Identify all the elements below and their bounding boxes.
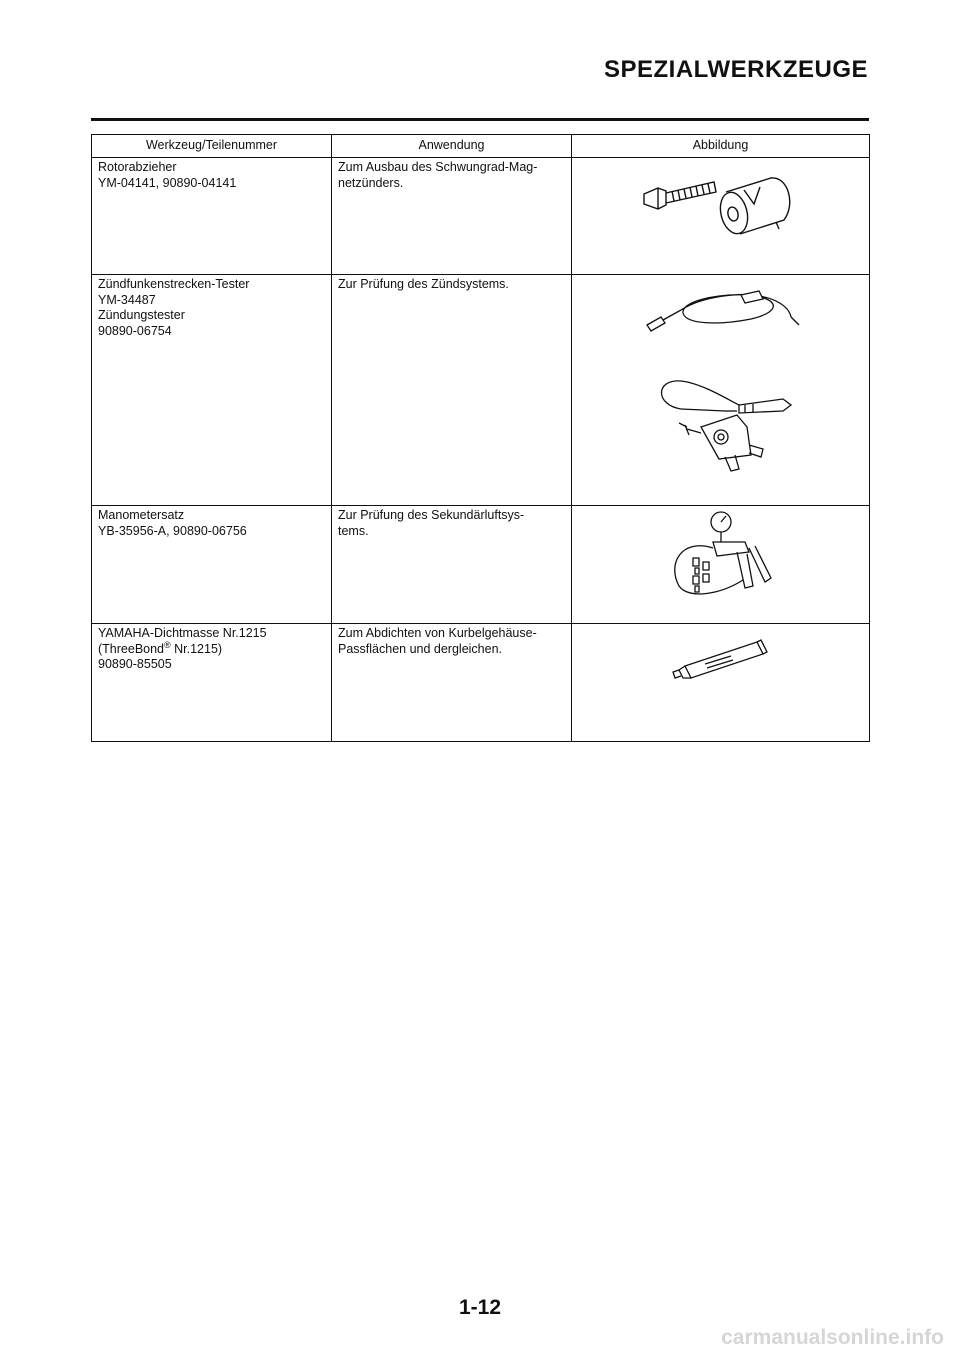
page-number: 1-12 bbox=[458, 1296, 502, 1319]
title-rule bbox=[91, 118, 869, 121]
tool-name: Manometersatz bbox=[98, 508, 185, 522]
table-row bbox=[92, 275, 870, 506]
tool-name: YAMAHA-Dichtmasse Nr.1215 bbox=[98, 626, 267, 640]
table-header-row bbox=[92, 135, 870, 158]
rotor-puller-icon bbox=[636, 160, 806, 240]
use-text: netzünders. bbox=[338, 175, 404, 190]
column-header-tool: Werkzeug/Teilenummer bbox=[92, 135, 332, 158]
tool-brand-line bbox=[98, 639, 325, 658]
part-number: YM-04141, 90890-04141 bbox=[98, 175, 237, 190]
sealant-tube-icon bbox=[671, 626, 771, 686]
illustration-cell bbox=[572, 158, 870, 275]
part-number: YM-34487 bbox=[98, 292, 156, 307]
tool-name: Zündfunkenstrecken-Tester bbox=[98, 277, 250, 291]
tool-cell bbox=[92, 624, 332, 742]
use-text: Zur Prüfung des Sekundärluftsys- bbox=[338, 508, 525, 522]
illustration-cell bbox=[572, 506, 870, 624]
use-text: tems. bbox=[338, 523, 369, 538]
column-header-use: Anwendung bbox=[332, 135, 572, 158]
part-number: YB-35956-A, 90890-06756 bbox=[98, 523, 247, 538]
table-row bbox=[92, 506, 870, 624]
part-number: 90890-85505 bbox=[98, 657, 172, 672]
use-cell bbox=[332, 275, 572, 506]
use-text: Zur Prüfung des Zündsystems. bbox=[338, 277, 509, 291]
part-number: 90890-06754 bbox=[98, 323, 172, 338]
special-tools-table bbox=[91, 134, 870, 742]
brand-number-text: Nr.1215) bbox=[170, 641, 223, 656]
page-title: SPEZIALWERKZEUGE bbox=[603, 56, 868, 83]
use-text: Zum Ausbau des Schwungrad-Mag- bbox=[338, 160, 538, 174]
tool-cell bbox=[92, 506, 332, 624]
tool-cell bbox=[92, 275, 332, 506]
illustration-cell bbox=[572, 624, 870, 742]
table-row bbox=[92, 624, 870, 742]
use-cell bbox=[332, 158, 572, 275]
registered-mark: ® bbox=[164, 639, 171, 650]
column-header-illustration: Abbildung bbox=[572, 135, 870, 158]
table-row bbox=[92, 158, 870, 275]
watermark: carmanualsonline.info bbox=[721, 1326, 944, 1349]
ignition-tester-icon bbox=[641, 277, 801, 477]
pressure-gauge-kit-icon bbox=[661, 508, 781, 604]
use-text: Zum Abdichten von Kurbelgehäuse- bbox=[338, 626, 537, 640]
brand-text: (ThreeBond bbox=[98, 641, 165, 656]
tool-name: Zündungstester bbox=[98, 308, 185, 323]
use-text: Passflächen und dergleichen. bbox=[338, 641, 503, 656]
use-cell bbox=[332, 624, 572, 742]
tool-cell bbox=[92, 158, 332, 275]
illustration-cell bbox=[572, 275, 870, 506]
use-cell bbox=[332, 506, 572, 624]
tool-name: Rotorabzieher bbox=[98, 160, 177, 174]
